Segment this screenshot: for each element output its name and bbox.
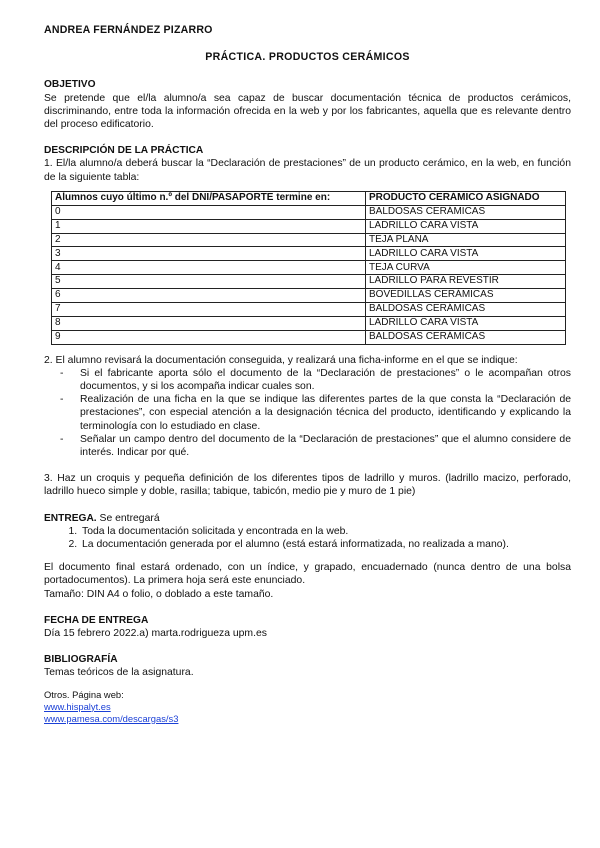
table-row [52, 219, 566, 233]
descripcion-heading: DESCRIPCIÓN DE LA PRÁCTICA [44, 145, 204, 157]
objetivo-section [44, 78, 571, 131]
list-item: 2. La documentación generada por el alumno (está estará informatizada, no realizada a mano). [80, 538, 571, 551]
table-cell-product: BALDOSAS CERÁMICAS [366, 205, 566, 219]
bibliografia-section [44, 653, 571, 679]
table-cell-digit: 3 [52, 247, 366, 261]
link-pamesa[interactable]: www.pamesa.com/descargas/s3 [44, 712, 179, 724]
objetivo-text: Se pretende que el/la alumno/a sea capaz de buscar documentación técnica de productos cerámicos, discriminando, entre toda la información ofrecida en la web y por los fabricantes, aquella que es relevante dentro del proceso edificatorio. [44, 92, 571, 131]
table-row [52, 316, 566, 330]
documento-final-section [44, 561, 571, 601]
table-row [52, 275, 566, 289]
table-cell-product: BALDOSAS CERÁMICAS [366, 330, 566, 344]
tamano-text: Tamaño: DIN A4 o folio, o doblado a este tamaño. [44, 588, 274, 600]
point-2-section [44, 354, 571, 460]
table-header-dni: Alumnos cuyo último n.º del DNI/PASAPORTE termine en: [52, 191, 366, 205]
descripcion-section [44, 144, 571, 344]
table-cell-product: BALDOSAS CERÁMICAS [366, 302, 566, 316]
table-cell-digit: 0 [52, 205, 366, 219]
fecha-section [44, 614, 571, 640]
table-row [52, 330, 566, 344]
table-row [52, 302, 566, 316]
table-cell-digit: 4 [52, 261, 366, 275]
table-row [52, 233, 566, 247]
document-title: PRÁCTICA. PRODUCTOS CERÁMICOS [205, 51, 410, 64]
table-cell-digit: 9 [52, 330, 366, 344]
list-item: - Si el fabricante aporta sólo el documento de la “Declaración de prestaciones” o le acompañan otros documentos, y si los acompaña indicar cuales son. [80, 367, 571, 393]
bibliografia-heading: BIBLIOGRAFÍA [44, 654, 118, 666]
table-cell-digit: 5 [52, 275, 366, 289]
entrega-list [44, 525, 571, 551]
table-row [52, 205, 566, 219]
link-hispalyt[interactable]: www.hispalyt.es [44, 700, 111, 712]
table-cell-digit: 1 [52, 219, 366, 233]
list-item: - Realización de una ficha en la que se indique las diferentes partes de la que consta la “Declaración de prestaciones”, con especial atención a la designación técnica del producto, identificando y explicando la terminología con lo estudiado en clase. [80, 393, 571, 433]
point-2-list [44, 367, 571, 459]
otros-label: Otros. Página web: [44, 688, 124, 700]
fecha-text: Día 15 febrero 2022.a) marta.rodrigueza upm.es [44, 628, 267, 640]
list-item: 1. Toda la documentación solicitada y encontrada en la web. [80, 525, 571, 538]
table-cell-digit: 2 [52, 233, 366, 247]
table-cell-product: BOVEDILLAS CERÁMICAS [366, 289, 566, 303]
table-row [52, 289, 566, 303]
otros-section [44, 689, 571, 725]
table-row [52, 247, 566, 261]
table-cell-product: LADRILLO CARA VISTA [366, 316, 566, 330]
entrega-heading: ENTREGA. [44, 512, 97, 524]
entrega-lead: Se entregará [96, 512, 160, 524]
objetivo-heading: OBJETIVO [44, 79, 96, 91]
table-cell-digit: 6 [52, 289, 366, 303]
entrega-section [44, 512, 571, 552]
author-name: ANDREA FERNÁNDEZ PIZARRO [44, 24, 213, 36]
table-cell-product: LADRILLO CARA VISTA [366, 219, 566, 233]
point-2-text: 2. El alumno revisará la documentación conseguida, y realizará una ficha-informe en el que se indique: [44, 354, 518, 366]
table-cell-product: TEJA PLANA [366, 233, 566, 247]
table-cell-digit: 8 [52, 316, 366, 330]
bibliografia-text: Temas teóricos de la asignatura. [44, 667, 194, 679]
table-cell-digit: 7 [52, 302, 366, 316]
table-cell-product: LADRILLO CARA VISTA [366, 247, 566, 261]
documento-final-text: El documento final estará ordenado, con un índice, y grapado, encuadernado (nunca dentro de una bolsa portadocumentos). La primera hoja será este enunciado. [44, 562, 571, 587]
point-3-section [44, 472, 571, 498]
descripcion-intro: 1. El/la alumno/a deberá buscar la “Declaración de prestaciones” de un producto cerámico, en la web, en función de la siguiente tabla: [44, 158, 571, 183]
assignment-table [51, 191, 566, 345]
list-item: - Señalar un campo dentro del documento de la “Declaración de prestaciones” que el alumno considere de interés. Indicar por qué. [80, 433, 571, 459]
point-3-text: 3. Haz un croquis y pequeña definición de los diferentes tipos de ladrillo y muros. (ladrillo macizo, perforado, ladrillo hueco simple y doble, rasilla; tabique, tabicón, medio pie y muro de 1 pie) [44, 473, 571, 498]
table-cell-product: LADRILLO PARA REVESTIR [366, 275, 566, 289]
table-cell-product: TEJA CURVA [366, 261, 566, 275]
fecha-heading: FECHA DE ENTREGA [44, 614, 149, 626]
table-header-row [52, 191, 566, 205]
table-header-product: PRODUCTO CERÁMICO ASIGNADO [366, 191, 566, 205]
document-page [44, 24, 571, 725]
table-row [52, 261, 566, 275]
